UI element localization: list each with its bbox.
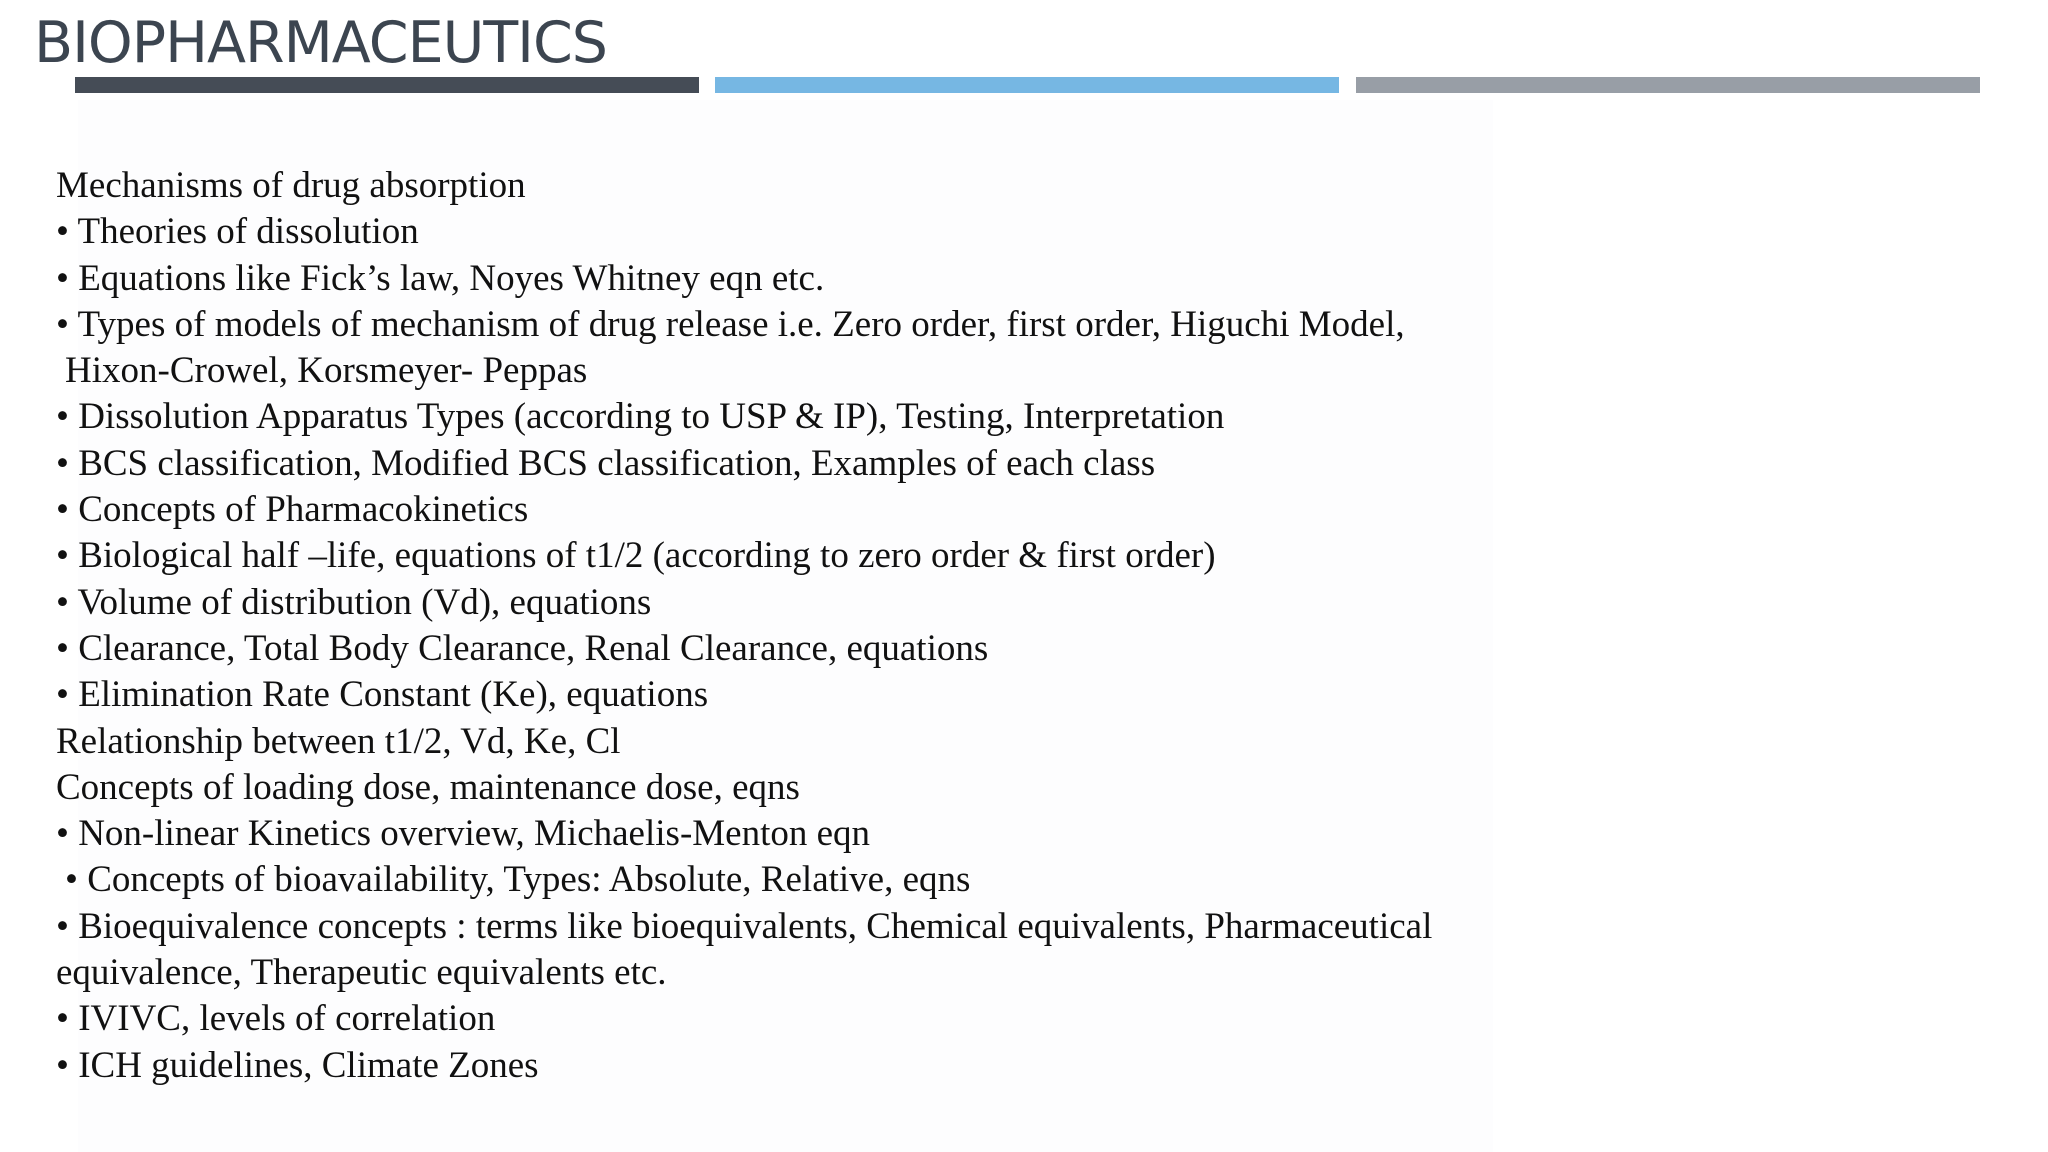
list-item: • Non-linear Kinetics overview, Michaelis-Menton eqn [56,813,871,855]
list-item: • Dissolution Apparatus Types (according to USP & IP), Testing, Interpretation [56,396,1225,438]
list-item: • Concepts of bioavailability, Types: Absolute, Relative, eqns [65,859,971,901]
list-item: • Elimination Rate Constant (Ke), equations [56,674,709,716]
accent-bar-dark [75,77,699,93]
list-item: Mechanisms of drug absorption [56,165,526,206]
list-item: • Types of models of mechanism of drug release i.e. Zero order, first order, Higuchi Model, [56,303,1405,345]
accent-bar-gray [1356,77,1980,93]
list-item: • Theories of dissolution [56,211,419,253]
list-item: • IVIVC, levels of correlation [56,998,496,1040]
list-item: • Biological half –life, equations of t1/2 (according to zero order & first order) [56,535,1216,577]
list-item: • Concepts of Pharmacokinetics [56,489,529,531]
list-item: • Volume of distribution (Vd), equations [56,581,652,623]
list-item: • Equations like Fick’s law, Noyes Whitney eqn etc. [56,257,825,299]
list-item: • Clearance, Total Body Clearance, Renal Clearance, equations [56,627,989,669]
list-item: Hixon-Crowel, Korsmeyer- Peppas [65,350,588,392]
list-item: Relationship between t1/2, Vd, Ke, Cl [56,720,621,762]
topic-list [56,163,1432,1089]
list-item: equivalence, Therapeutic equivalents etc. [56,952,667,994]
list-item: • Bioequivalence concepts : terms like bioequivalents, Chemical equivalents, Pharmaceutical [56,905,1433,947]
list-item: • ICH guidelines, Climate Zones [56,1044,539,1086]
accent-bar-blue [715,77,1339,93]
list-item: Concepts of loading dose, maintenance dose, eqns [56,766,800,808]
slide-title: BIOPHARMACEUTICS [34,10,607,76]
list-item: • BCS classification, Modified BCS classification, Examples of each class [56,442,1156,484]
